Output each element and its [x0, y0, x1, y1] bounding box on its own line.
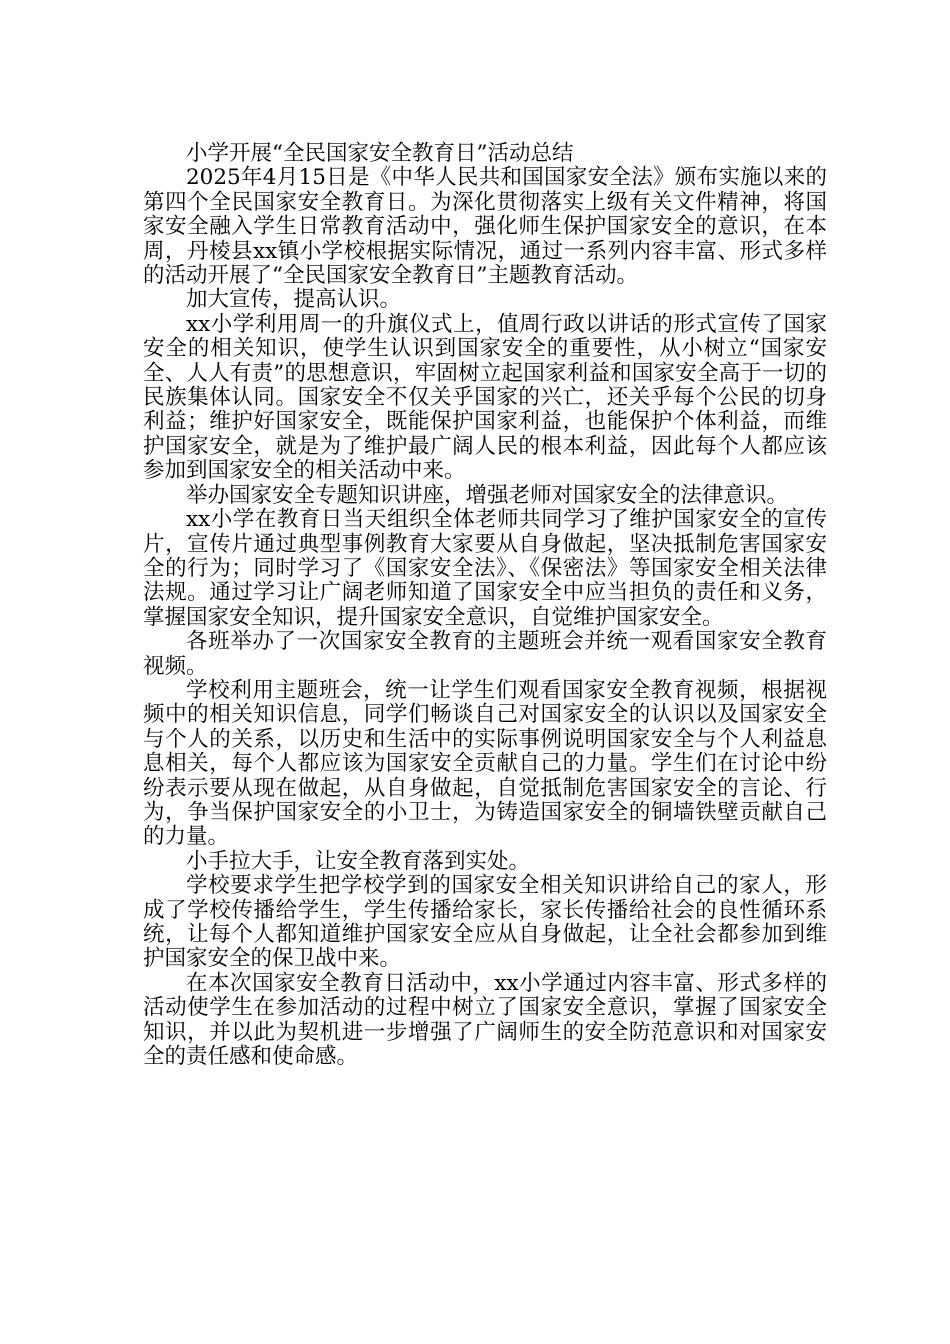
section-heading-lecture: 举办国家安全专题知识讲座，增强老师对国家安全的法律意识。 [186, 482, 789, 508]
section-heading-publicity: 加大宣传，提高认识。 [186, 287, 402, 313]
paragraph-lecture: xx小学在教育日当天组织全体老师共同学习了维护国家安全的宣传片，宣传片通过典型事例教育大家要从自身做起，坚决抵制危害国家安全的行为；同时学习了《国家安全法》、《保密法》等国家安全相关法律法规。通过学习让广阔老师知道了国家安全中应当担负的责任和义务，掌握国家安全知识，提升国家安全意识，自觉维护国家安全。 [143, 507, 827, 630]
section-heading-class-meeting: 各班举办了一次国家安全教育的主题班会并统一观看国家安全教育视频。 [143, 629, 827, 679]
paragraph-intro: 2025年4月15日是《中华人民共和国国家安全法》颁布实施以来的第四个全民国家安全教育日。为深化贯彻落实上级有关文件精神，将国家安全融入学生日常教育活动中，强化师生保护国家安全的意识，在本周，丹棱县xx镇小学校根据实际情况，通过一系列内容丰富、形式多样的活动开展了“全民国家安全教育日”主题教育活动。 [143, 165, 827, 289]
paragraph-conclusion: 在本次国家安全教育日活动中，xx小学通过内容丰富、形式多样的活动使学生在参加活动的过程中树立了国家安全意识，掌握了国家安全知识，并以此为契机进一步增强了广阔师生的安全防范意识和对国家安全的责任感和使命感。 [143, 970, 827, 1070]
paragraph-class-meeting: 学校利用主题班会，统一让学生们观看国家安全教育视频，根据视频中的相关知识信息，同学们畅谈自己对国家安全的认识以及国家安全与个人的关系，以历史和生活中的实际事例说明国家安全与个人利益息息相关，每个人都应该为国家安全贡献自己的力量。学生们在讨论中纷纷表示要从现在做起，从自身做起，自觉抵制危害国家安全的言论、行为，争当保护国家安全的小卫士，为铸造国家安全的铜墙铁壁贡献自己的力量。 [143, 677, 827, 850]
section-heading-family: 小手拉大手，让安全教育落到实处。 [186, 848, 531, 874]
document-page [143, 142, 827, 1069]
paragraph-publicity: xx小学利用周一的升旗仪式上，值周行政以讲话的形式宣传了国家安全的相关知识，使学生认识到国家安全的重要性，从小树立“国家安全、人人有责”的思想意识，牢固树立起国家利益和国家安全高于一切的民族集体认同。国家安全不仅关乎国家的兴亡，还关乎每个公民的切身利益；维护好国家安全，既能保护国家利益，也能保护个体利益，而维护国家安全，就是为了维护最广阔人民的根本利益，因此每个人都应该参加到国家安全的相关活动中来。 [143, 311, 827, 484]
document-title: 小学开展“全民国家安全教育日”活动总结 [186, 141, 574, 166]
paragraph-family: 学校要求学生把学校学到的国家安全相关知识讲给自己的家人，形成了学校传播给学生，学生传播给家长，家长传播给社会的良性循环系统，让每个人都知道维护国家安全应从自身做起，让全社会都参加到维护国家安全的保卫战中来。 [143, 873, 827, 972]
